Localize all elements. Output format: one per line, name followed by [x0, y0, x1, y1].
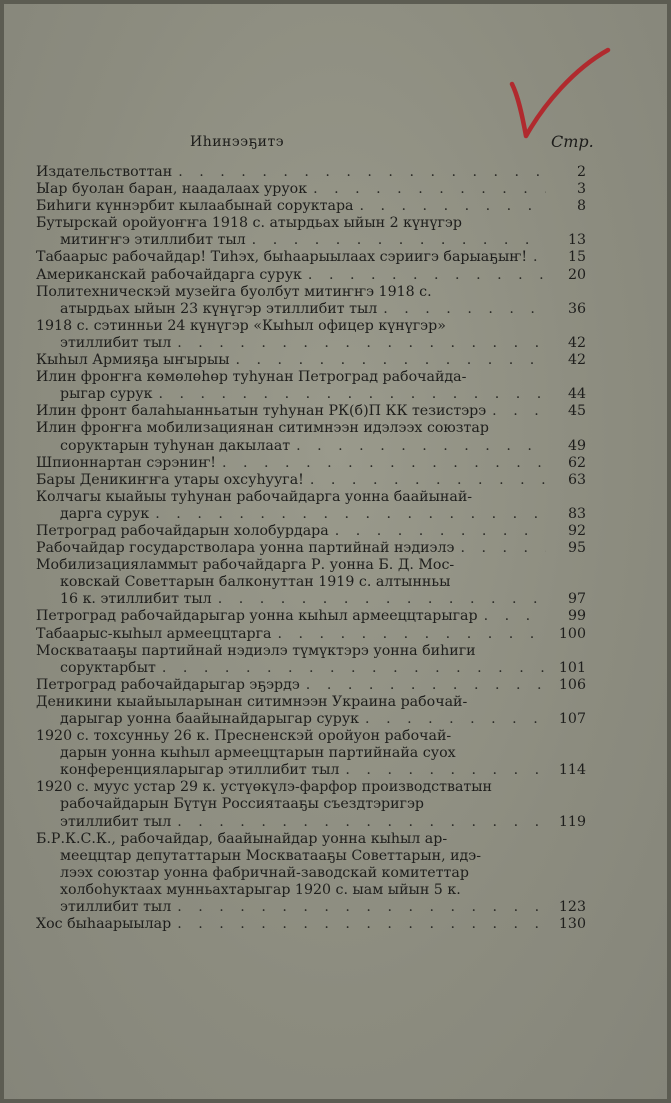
dot-leader [339, 762, 546, 779]
toc-entry-page: 20 [567, 266, 586, 283]
toc-entry-page: 62 [567, 454, 586, 471]
dot-leader [171, 814, 546, 831]
dot-leader [156, 660, 546, 677]
toc-entry-title-line: митиҥҥэ этиллибит тыл [60, 232, 246, 249]
toc-entry-title-line: рыгар сурук [60, 386, 153, 403]
toc-entry [36, 472, 586, 489]
toc-entry-title-line: этиллибит тыл [60, 899, 172, 916]
red-checkmark [504, 44, 614, 144]
toc-entry-title-line: лээх союзтар уонна фабричнай-заводскай комитеттар [60, 864, 469, 881]
toc-entry [36, 557, 586, 608]
toc-entry-title-line: Издательствоттан [36, 164, 173, 180]
toc-entry-page: 2 [576, 164, 586, 180]
toc-entry-page: 13 [567, 232, 586, 249]
toc-entry-title-line: соруктарын туһунан дакылаат [60, 437, 291, 454]
toc-entry-title-line: мееццтар депутаттарын Москватааҕы Советтарын, идэ- [60, 847, 482, 864]
toc-entry-title-line: Москватааҕы партийнай нэдиэлэ түмүктэрэ уонна биһиги [36, 642, 476, 659]
toc-entry [36, 626, 586, 643]
contents-heading: Иһинээҕитэ [190, 134, 285, 150]
toc-entry-page: 119 [558, 813, 586, 830]
toc-entry-title-line: Табаарыс-кыһыл армееццтарга [36, 625, 272, 642]
toc-entry-title-line: 16 к. этиллибит тыл [60, 591, 212, 608]
dot-leader [152, 386, 546, 403]
toc-entry-title-line: 1920 с. тохсунньу 26 к. Пресненскэй оройуон рабочай- [36, 728, 452, 745]
dot-leader [216, 455, 546, 472]
toc-entry-page: 92 [567, 522, 586, 539]
toc-entry-title-line: дарга сурук [60, 505, 150, 522]
dot-leader [246, 232, 546, 249]
toc-entry-title-line: Бутырскай оройуоҥҥа 1918 с. атырдьах ыйын 2 күнүгэр [36, 215, 462, 232]
toc-entry-title-line: этиллибит тыл [60, 813, 172, 830]
toc-entry-page: 95 [567, 540, 586, 557]
toc-entry-title-line: Мобилизацияламмыт рабочайдарга Р. уонна Б. Д. Мос- [36, 557, 455, 574]
toc-entry [36, 284, 586, 318]
toc-entry-title-line: Илин фроҥҥа мобилизациянан ситимнээн идэлээх союзтар [36, 420, 489, 437]
toc-entry-page: 114 [558, 762, 586, 779]
toc-entry-title-line: Кыһыл Армияҕа ыҥырыы [36, 352, 230, 369]
toc-entry [36, 916, 586, 933]
toc-entry-title-line: Политехническэй музейга буолбут митиҥҥэ 1918 с. [36, 283, 432, 300]
toc-entry-title-line: Шпионнартан сэрэниҥ! [36, 454, 216, 471]
dot-leader [527, 249, 546, 266]
toc-entry-title-line: 1920 с. муус устар 29 к. устүөкүлэ-фарфор производстватын [36, 779, 493, 796]
toc-entry-page: 100 [558, 625, 586, 642]
toc-entry-title-line: Ыар буолан баран, наадалаах уруок [36, 181, 308, 198]
toc-entry-page: 15 [567, 249, 586, 266]
toc-entry [36, 318, 586, 352]
page-column-heading: Стр. [551, 132, 594, 151]
toc-entry-title-line: соруктарбыт [60, 659, 156, 676]
toc-entry-page: 44 [567, 386, 586, 403]
toc-entry-page: 42 [567, 352, 586, 369]
toc-entry-title-line: Петроград рабочайдарын холобурдара [36, 522, 329, 539]
dot-leader [149, 506, 546, 523]
toc-entry [36, 420, 586, 454]
toc-entry-page: 3 [576, 181, 586, 198]
toc-entry-title-line: Хос быһаарыылар [36, 916, 172, 933]
toc-entry-title-line: Деникини кыайыыларынан ситимнээн Украина рабочай- [36, 693, 468, 710]
dot-leader [354, 198, 547, 215]
toc-entry-title-line: атырдьах ыйын 23 күнүгэр этиллибит тыл [60, 300, 378, 317]
dot-leader [486, 403, 546, 420]
dot-leader [230, 352, 546, 369]
toc-entry-title-line: Петроград рабочайдарыгар уонна кыһыл армееццтарыгар [36, 608, 478, 625]
toc-entry [36, 523, 586, 540]
toc-entry-page: 99 [567, 608, 586, 625]
dot-leader [171, 335, 546, 352]
toc-entry-page: 83 [567, 505, 586, 522]
table-of-contents [36, 164, 586, 933]
dot-leader [302, 267, 546, 284]
toc-entry-title-line: Илин фронт балаһыанньатын туһунан РК(б)П КК тезистэрэ [36, 403, 487, 420]
dot-leader [478, 608, 546, 625]
toc-entry [36, 831, 586, 916]
toc-entry-page: 63 [567, 471, 586, 488]
toc-entry-page: 8 [576, 198, 586, 215]
toc-entry [36, 403, 586, 420]
toc-entry [36, 215, 586, 249]
toc-entry-title-line: Колчагы кыайыы туһунан рабочайдарга уонна баайынай- [36, 488, 473, 505]
dot-leader [454, 540, 546, 557]
toc-entry-page: 123 [558, 899, 586, 916]
toc-entry-title-line: дарын уонна кыһыл армееццтарын партийнайа суох [60, 745, 456, 762]
toc-entry-page: 97 [567, 591, 586, 608]
toc-entry [36, 643, 586, 677]
dot-leader [377, 301, 546, 318]
toc-entry-title-line: конференцияларыгар этиллибит тыл [60, 762, 340, 779]
toc-entry-title-line: Петроград рабочайдарыгар эҕэрдэ [36, 676, 300, 693]
toc-entry-page: 106 [558, 676, 586, 693]
dot-leader [304, 472, 546, 489]
toc-entry-title-line: Рабочайдар государстволара уонна партийнай нэдиэлэ [36, 540, 455, 557]
toc-entry [36, 455, 586, 472]
toc-entry [36, 677, 586, 694]
toc-entry [36, 164, 586, 181]
toc-entry-page: 45 [567, 403, 586, 420]
toc-entry-page: 107 [558, 711, 586, 727]
toc-entry-title-line: рабочайдарын Бүтүн Россиятааҕы съездтэригэр [60, 796, 425, 813]
toc-entry [36, 779, 586, 830]
dot-leader [171, 916, 546, 933]
toc-entry-page: 101 [558, 659, 586, 676]
book-page [4, 4, 667, 1099]
toc-entry [36, 728, 586, 779]
toc-entry [36, 181, 586, 198]
dot-leader [359, 711, 546, 728]
dot-leader [290, 438, 546, 455]
toc-entry-title-line: этиллибит тыл [60, 334, 172, 351]
toc-entry [36, 540, 586, 557]
toc-entry [36, 198, 586, 215]
toc-entry-page: 49 [567, 437, 586, 454]
dot-leader [172, 164, 546, 181]
dot-leader [212, 591, 546, 608]
toc-entry-title-line: холбоһуктаах мунньахтарыгар 1920 с. ыам ыйын 5 к. [60, 881, 461, 898]
toc-entry [36, 608, 586, 625]
dot-leader [272, 626, 546, 643]
toc-entry-title-line: Б.Р.К.С.К., рабочайдар, баайынайдар уонна кыһыл ар- [36, 830, 448, 847]
toc-entry [36, 249, 586, 266]
dot-leader [307, 181, 546, 198]
toc-entry [36, 267, 586, 284]
dot-leader [300, 677, 546, 694]
toc-entry-page: 42 [567, 334, 586, 351]
dot-leader [171, 899, 546, 916]
toc-entry-title-line: Илин фроҥҥа көмөлөһөр туһунан Петроград рабочайда- [36, 369, 467, 386]
toc-entry-page: 36 [567, 300, 586, 317]
dot-leader [329, 523, 546, 540]
toc-entry-title-line: Табаарыс рабочайдар! Тиһэх, быһаарыылаах сэриигэ барыаҕыҥ! [36, 249, 528, 266]
toc-entry-title-line: Биһиги күннэрбит кылаабынай соруктара [36, 198, 354, 215]
toc-entry-title-line: ковскай Советтарын балконуттан 1919 с. алтынньы [60, 574, 451, 591]
toc-entry [36, 694, 586, 728]
toc-entry-title-line: Американскай рабочайдарга сурук [36, 266, 302, 283]
toc-entry-page: 130 [558, 916, 586, 933]
toc-entry-title-line: дарыгар уонна баайынайдарыгар сурук [60, 711, 360, 727]
toc-entry [36, 352, 586, 369]
toc-entry-title-line: Бары Деникиҥҥа утары охсуһууга! [36, 471, 304, 488]
toc-entry [36, 369, 586, 403]
toc-entry-title-line: 1918 с. сэтинньи 24 күнүгэр «Кыһыл офицер күнүгэр» [36, 317, 446, 334]
toc-entry [36, 489, 586, 523]
